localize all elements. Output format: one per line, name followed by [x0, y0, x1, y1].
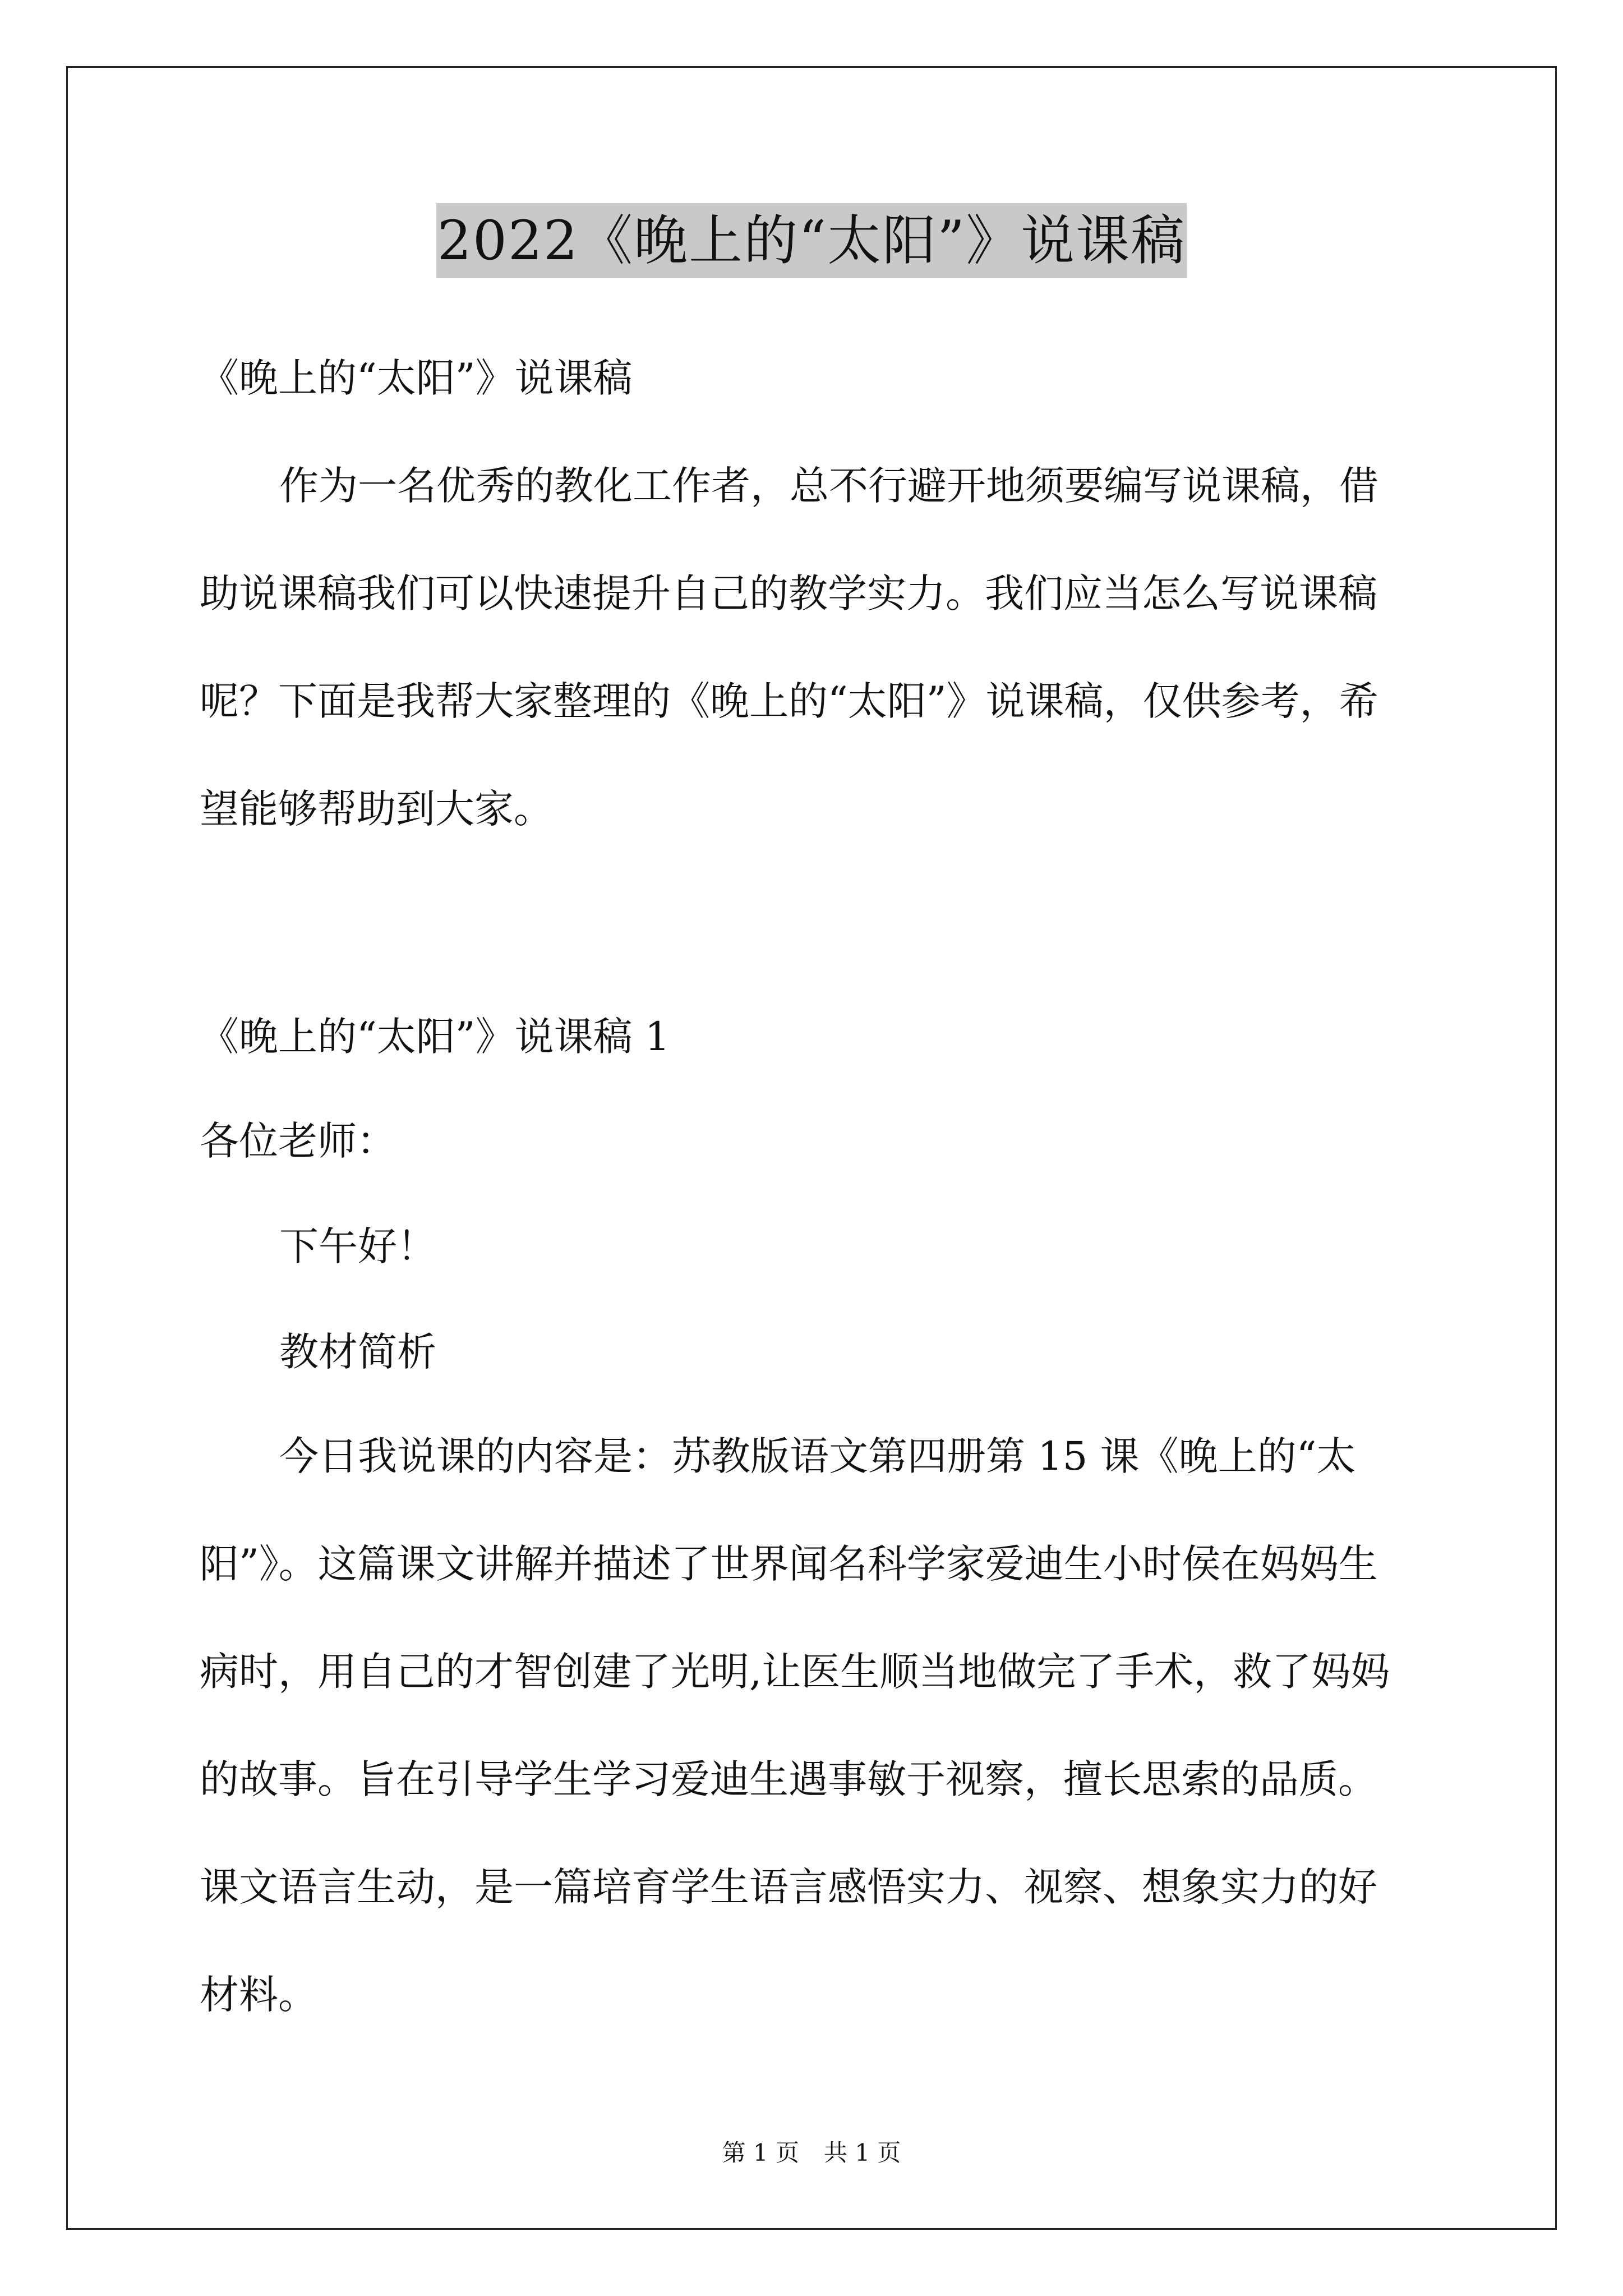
page-number: 第 1 页	[722, 2139, 799, 2166]
intro-line-2: 助说课稿我们可以快速提升自己的教学实力。我们应当怎么写说课稿	[200, 570, 1377, 616]
intro-paragraph	[200, 432, 1433, 863]
intro-line-3: 呢？下面是我帮大家整理的《晚上的“太阳”》说课稿，仅供参考，希	[200, 678, 1378, 724]
body-line-5: 课文语言生动，是一篇培育学生语言感悟实力、视察、想象实力的好	[200, 1864, 1377, 1910]
body-line-1: 今日我说课的内容是：苏教版语文第四册第 15 课《晚上的“太	[279, 1433, 1356, 1479]
section-heading: 《晚上的“太阳”》说课稿 1	[200, 1014, 670, 1060]
greeting: 各位老师：	[200, 1118, 396, 1164]
intro-line-4: 望能够帮助到大家。	[200, 786, 553, 832]
body-line-2: 阳”》。这篇课文讲解并描述了世界闻名科学家爱迪生小时侯在妈妈生	[200, 1541, 1378, 1587]
subsection-heading: 教材简析	[279, 1329, 436, 1375]
document-subtitle: 《晚上的“太阳”》说课稿	[200, 355, 633, 401]
body-line-4: 的故事。旨在引导学生学习爱迪生遇事敏于视察，擅长思索的品质。	[200, 1756, 1377, 1802]
page-footer	[0, 2136, 1623, 2170]
page-total: 共 1 页	[824, 2139, 901, 2166]
document-title: 2022《晚上的“太阳”》说课稿	[436, 203, 1187, 278]
title-container	[0, 203, 1623, 278]
body-line-3: 病时，用自己的才智创建了光明,让医生顺当地做完了手术，救了妈妈	[200, 1649, 1390, 1695]
body-line-6: 材料。	[200, 1972, 317, 2018]
intro-line-1: 作为一名优秀的教化工作者，总不行避开地须要编写说课稿，借	[279, 463, 1378, 509]
salutation: 下午好！	[279, 1223, 436, 1269]
body-paragraph	[200, 1402, 1433, 2049]
